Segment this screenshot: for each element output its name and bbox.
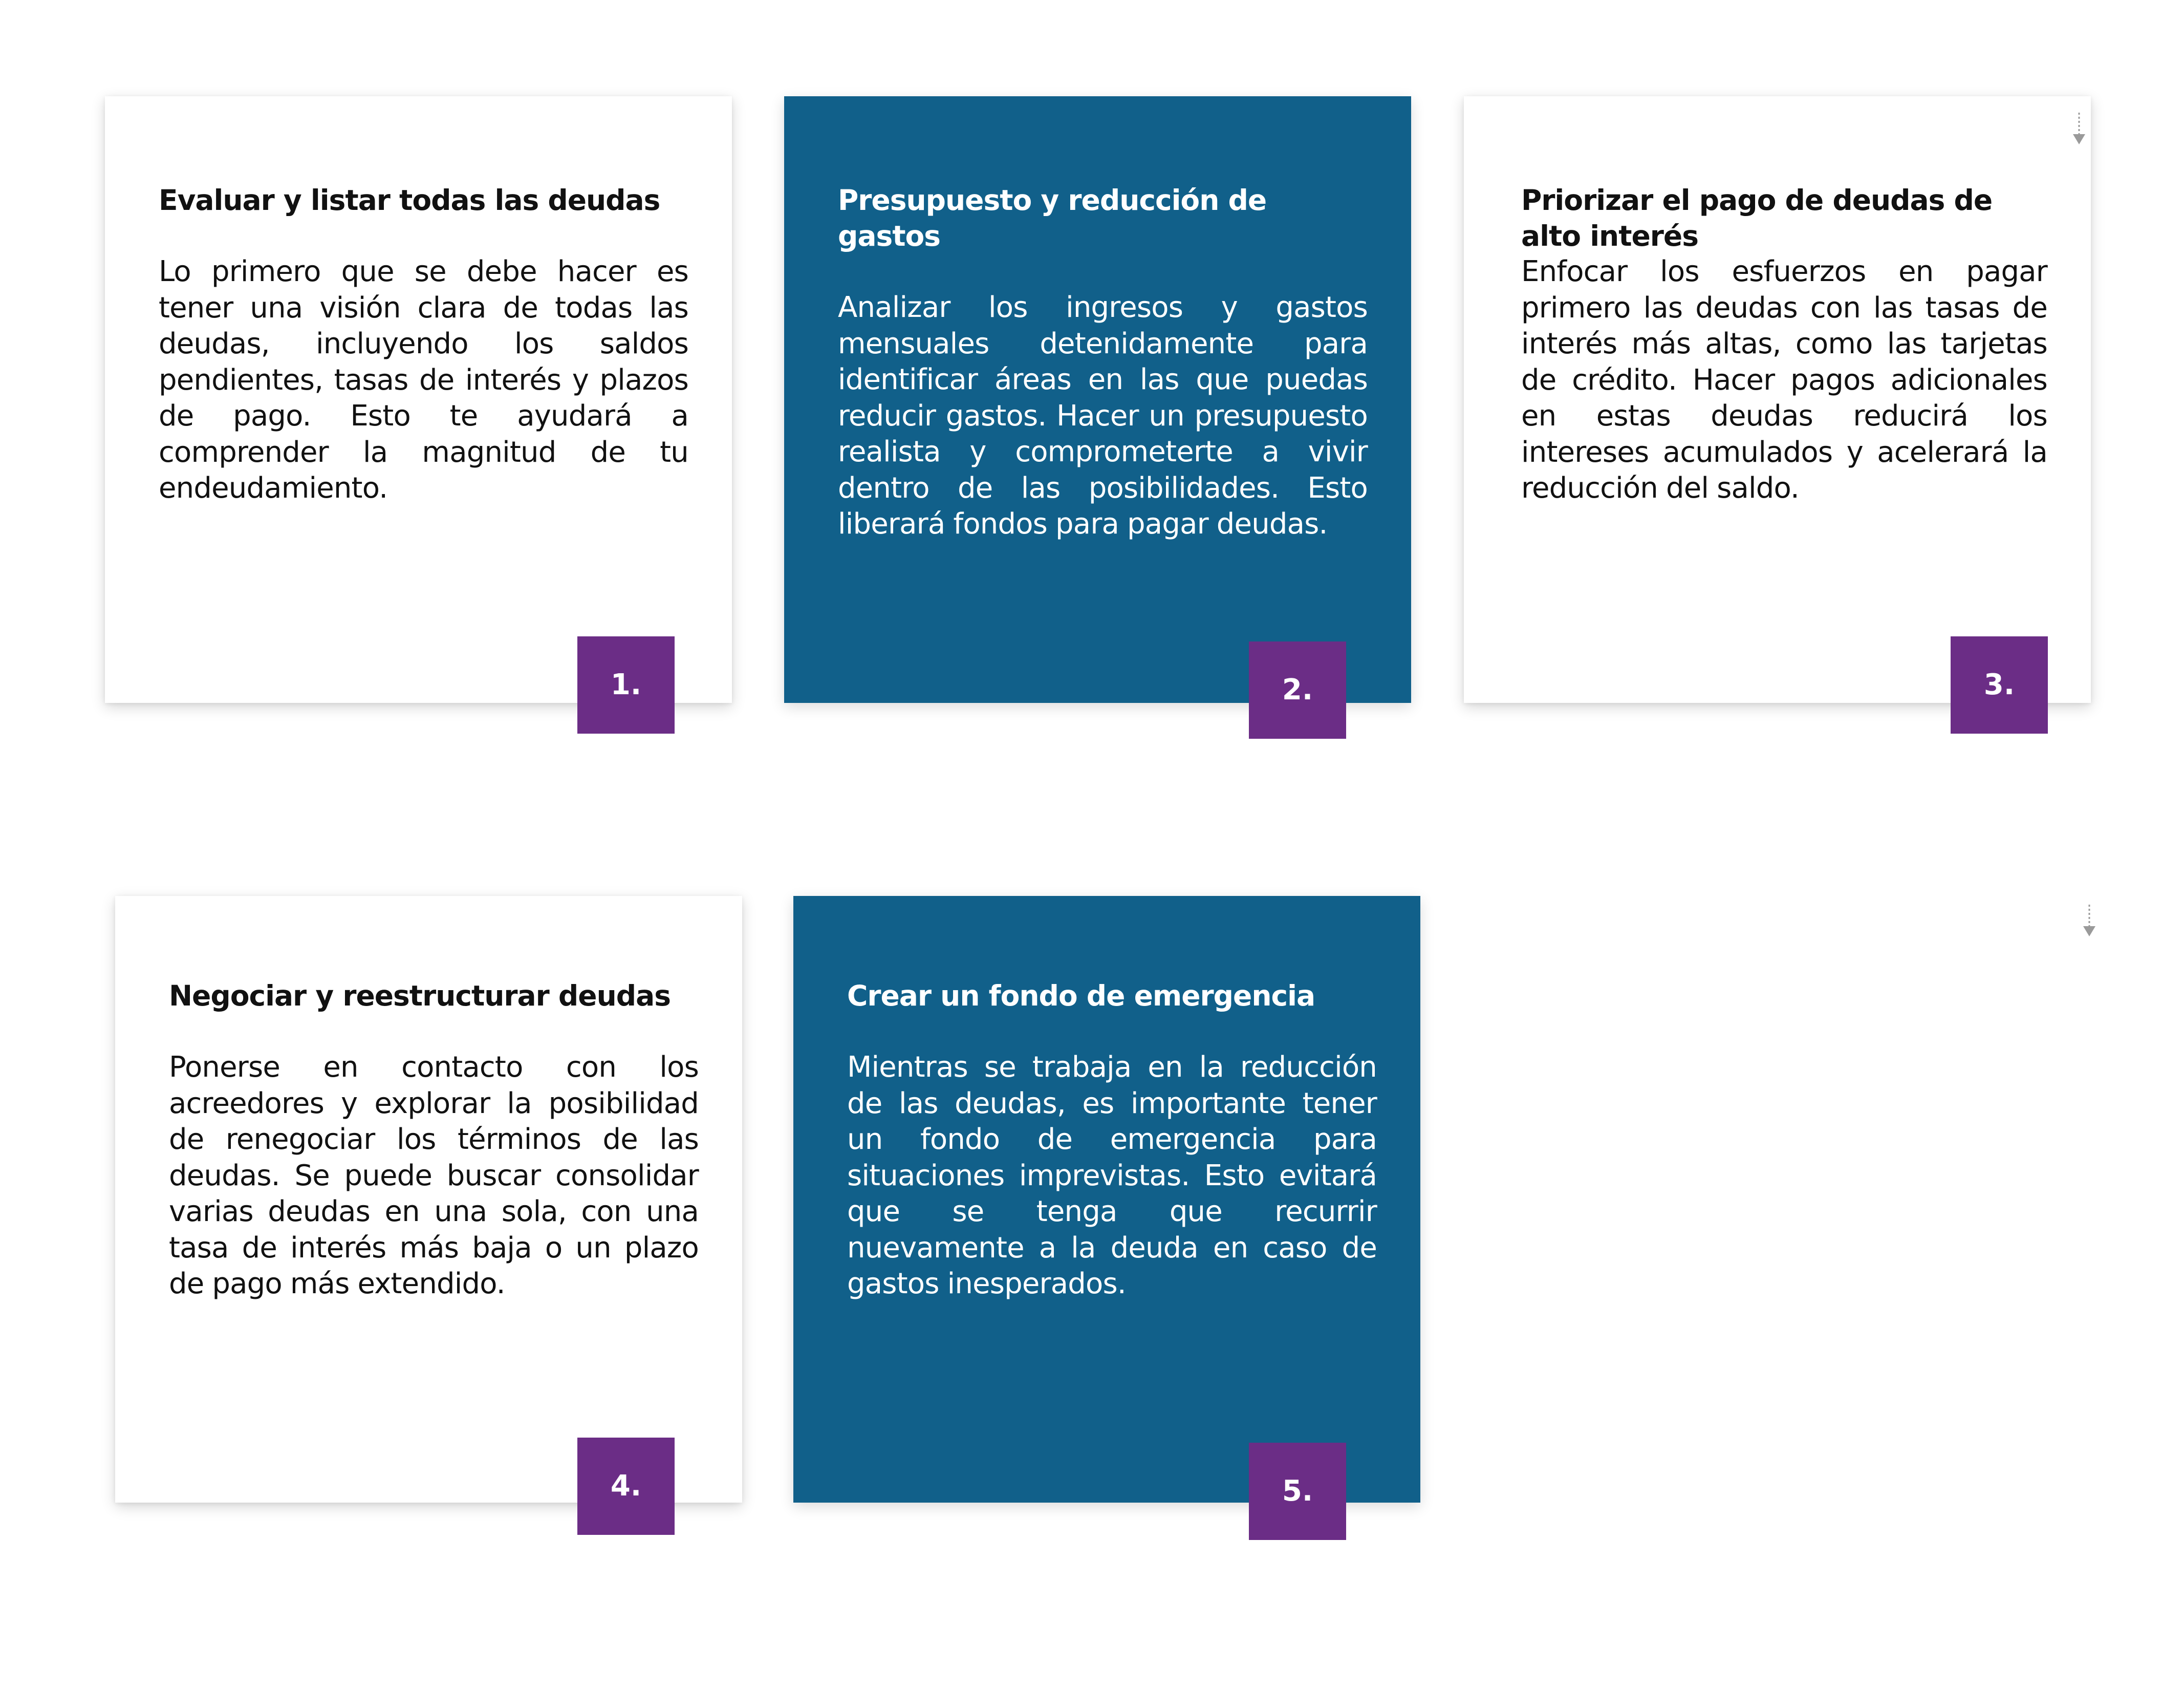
step-number-badge-3: 3. [1951, 636, 2048, 734]
step-number-badge-1: 1. [577, 636, 675, 734]
step-number-badge-4: 4. [577, 1438, 675, 1535]
step-card-1 [105, 96, 732, 703]
dotted-down-arrow-icon [2079, 904, 2100, 939]
step-title: Crear un fondo de emergencia [847, 979, 1315, 1012]
step-title: Evaluar y listar todas las deudas [159, 184, 660, 217]
step-title: Presupuesto y reducción de gastos [838, 184, 1267, 252]
step-body: Lo primero que se debe hacer es tener una visión clara de todas las deudas, incluyendo los saldos pendientes, tasas de interés y plazos de pago. Esto te ayudará a comprender la magnitud de tu endeudamiento. [159, 255, 688, 505]
step-card-3 [1464, 96, 2091, 703]
step-card-5 [793, 896, 1420, 1503]
step-number-badge-2: 2. [1249, 641, 1346, 739]
step-title: Priorizar el pago de deudas de alto interés [1521, 184, 1993, 252]
step-title: Negociar y reestructurar deudas [169, 979, 671, 1012]
step-card-4 [115, 896, 742, 1503]
step-body: Ponerse en contacto con los acreedores y explorar la posibilidad de renegociar los términos de las deudas. Se puede buscar consolidar varias deudas en una sola, con una tasa de interés más baja o un plazo de pago más extendido. [169, 1051, 699, 1300]
step-body: Mientras se trabaja en la reducción de las deudas, es importante tener un fondo de emergencia para situaciones imprevistas. Esto evitará que se tenga que recurrir nuevamente a la deuda en caso de gastos inesperados. [847, 1051, 1377, 1300]
step-body: Enfocar los esfuerzos en pagar primero las deudas con las tasas de interés más altas, como las tarjetas de crédito. Hacer pagos adicionales en estas deudas reducirá los intereses acumulados y acelerará la reducción del saldo. [1521, 255, 2047, 505]
step-body: Analizar los ingresos y gastos mensuales detenidamente para identificar áreas en las que puedas reducir gastos. Hacer un presupuesto realista y comprometerte a vivir dentro de las posibilidades. Esto liberará fondos para pagar deudas. [838, 291, 1368, 541]
step-card-2 [784, 96, 1411, 703]
step-number-badge-5: 5. [1249, 1443, 1346, 1540]
dotted-down-arrow-icon [2069, 112, 2089, 147]
